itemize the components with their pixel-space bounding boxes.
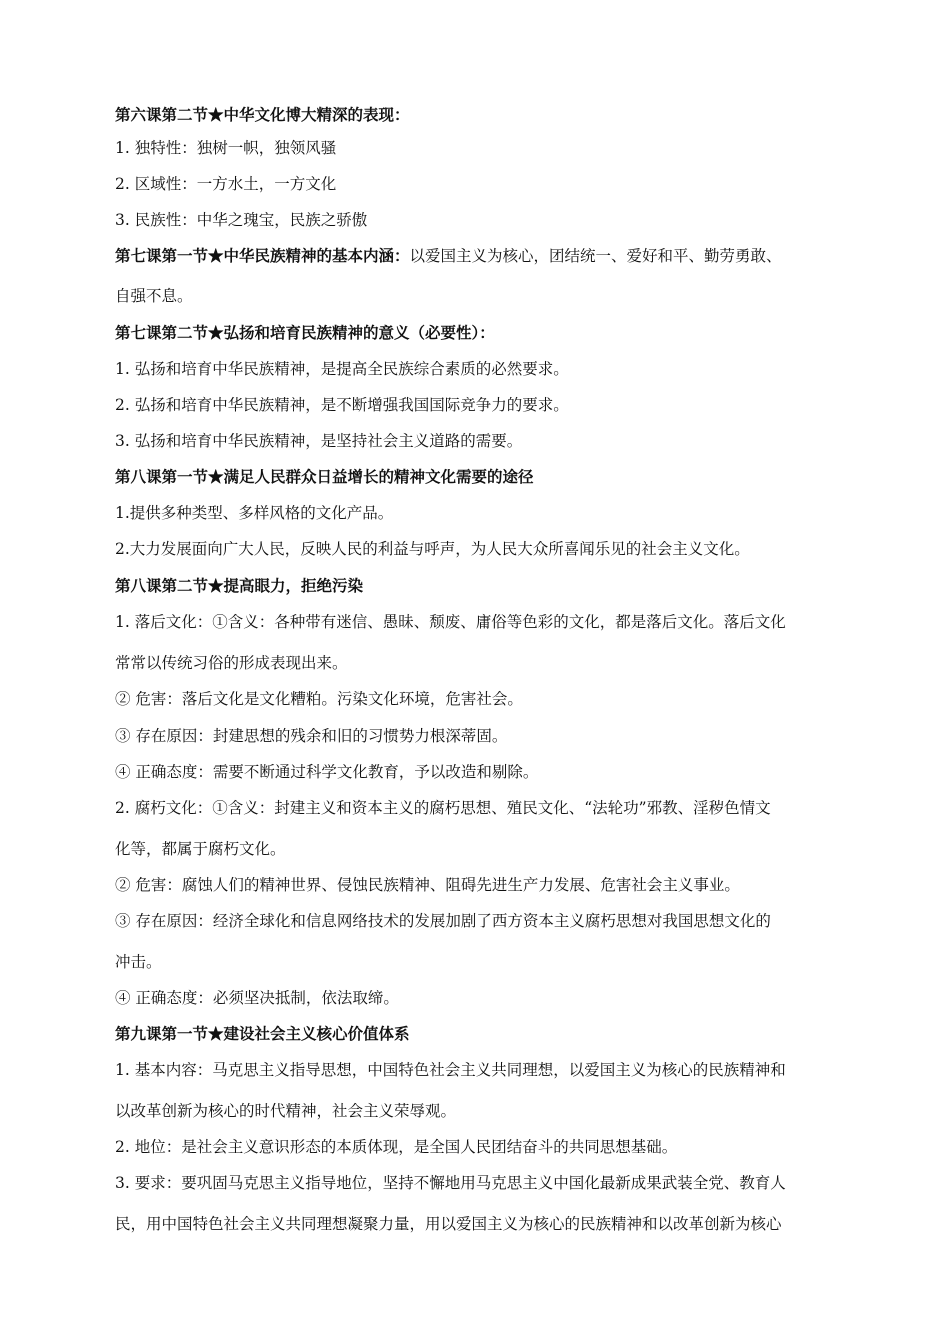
body-text: 2. 地位：是社会主义意识形态的本质体现，是全国人民团结奋斗的共同思想基础。 bbox=[115, 1138, 678, 1156]
body-text: ④ 正确态度：需要不断通过科学文化教育，予以改造和剔除。 bbox=[115, 763, 539, 781]
text-line bbox=[115, 174, 840, 194]
section-heading-9-1 bbox=[115, 1024, 840, 1044]
body-text: 化等，都属于腐朽文化。 bbox=[115, 840, 286, 858]
text-line bbox=[115, 1060, 840, 1080]
body-text: 3. 要求：要巩固马克思主义指导地位，坚持不懈地用马克思主义中国化最新成果武装全党、教育人 bbox=[115, 1174, 786, 1192]
text-line bbox=[115, 988, 840, 1008]
text-line bbox=[115, 539, 840, 559]
body-text: 1. 基本内容：马克思主义指导思想，中国特色社会主义共同理想，以爱国主义为核心的民族精神和 bbox=[115, 1061, 786, 1079]
body-text: 民，用中国特色社会主义共同理想凝聚力量，用以爱国主义为核心的民族精神和以改革创新为核心 bbox=[115, 1215, 782, 1233]
text-line bbox=[115, 839, 840, 859]
body-text: 1.提供多种类型、多样风格的文化产品。 bbox=[115, 504, 394, 522]
text-line bbox=[115, 653, 840, 673]
text-line bbox=[115, 138, 840, 158]
body-text: 3. 弘扬和培育中华民族精神，是坚持社会主义道路的需要。 bbox=[115, 432, 523, 450]
body-text: 冲击。 bbox=[115, 953, 162, 971]
section-heading-8-2 bbox=[115, 576, 840, 596]
text-line bbox=[115, 431, 840, 451]
text-line bbox=[115, 503, 840, 523]
text-line bbox=[115, 286, 840, 306]
heading-text: 第八课第二节★提高眼力，拒绝污染 bbox=[115, 576, 364, 595]
text-line bbox=[115, 395, 840, 415]
body-text: ③ 存在原因：经济全球化和信息网络技术的发展加剧了西方资本主义腐朽思想对我国思想文化的 bbox=[115, 912, 771, 930]
text-line bbox=[115, 359, 840, 379]
text-line bbox=[115, 875, 840, 895]
text-line bbox=[115, 1137, 840, 1157]
section-heading-7-2 bbox=[115, 323, 840, 343]
body-text: ③ 存在原因：封建思想的残余和旧的习惯势力根深蒂固。 bbox=[115, 727, 508, 745]
heading-text: 第六课第二节★中华文化博大精深的表现： bbox=[115, 105, 410, 124]
text-line bbox=[115, 1173, 840, 1193]
body-text: 以爱国主义为核心，团结统一、爱好和平、勤劳勇敢、 bbox=[409, 247, 782, 265]
heading-text: 第八课第一节★满足人民群众日益增长的精神文化需要的途径 bbox=[115, 467, 534, 486]
section-heading-8-1 bbox=[115, 467, 840, 487]
body-text: 2.大力发展面向广大人民，反映人民的利益与呼声，为人民大众所喜闻乐见的社会主义文化。 bbox=[115, 540, 750, 558]
text-line bbox=[115, 689, 840, 709]
body-text: 2. 腐朽文化：①含义：封建主义和资本主义的腐朽思想、殖民文化、“法轮功”邪教、淫秽色情文 bbox=[115, 799, 771, 817]
text-line bbox=[115, 1101, 840, 1121]
body-text: 自强不息。 bbox=[115, 287, 193, 305]
body-text: 2. 弘扬和培育中华民族精神，是不断增强我国国际竞争力的要求。 bbox=[115, 396, 569, 414]
body-text: 2. 区域性：一方水土，一方文化 bbox=[115, 175, 337, 193]
body-text: ④ 正确态度：必须坚决抵制，依法取缔。 bbox=[115, 989, 399, 1007]
body-text: 1. 落后文化：①含义：各种带有迷信、愚昧、颓废、庸俗等色彩的文化，都是落后文化。落后文化 bbox=[115, 613, 786, 631]
body-text: 3. 民族性：中华之瑰宝，民族之骄傲 bbox=[115, 211, 368, 229]
heading-text: 第九课第一节★建设社会主义核心价值体系 bbox=[115, 1024, 410, 1043]
body-text: ② 危害：落后文化是文化糟粕。污染文化环境，危害社会。 bbox=[115, 690, 523, 708]
text-line bbox=[115, 762, 840, 782]
text-line bbox=[115, 210, 840, 230]
body-text: ② 危害：腐蚀人们的精神世界、侵蚀民族精神、阻碍先进生产力发展、危害社会主义事业。 bbox=[115, 876, 740, 894]
heading-text: 第七课第二节★弘扬和培育民族精神的意义（必要性）： bbox=[115, 323, 495, 342]
body-text: 以改革创新为核心的时代精神，社会主义荣辱观。 bbox=[115, 1102, 457, 1120]
body-text: 1. 弘扬和培育中华民族精神，是提高全民族综合素质的必然要求。 bbox=[115, 360, 569, 378]
text-line bbox=[115, 612, 840, 632]
text-line bbox=[115, 952, 840, 972]
text-line bbox=[115, 726, 840, 746]
text-line bbox=[115, 1214, 840, 1234]
section-heading-7-1 bbox=[115, 246, 840, 266]
heading-text: 第七课第一节★中华民族精神的基本内涵： bbox=[115, 246, 410, 265]
text-line bbox=[115, 798, 840, 818]
body-text: 1. 独特性：独树一帜，独领风骚 bbox=[115, 139, 337, 157]
text-line bbox=[115, 911, 840, 931]
body-text: 常常以传统习俗的形成表现出来。 bbox=[115, 654, 348, 672]
section-heading-6-2 bbox=[115, 105, 840, 125]
